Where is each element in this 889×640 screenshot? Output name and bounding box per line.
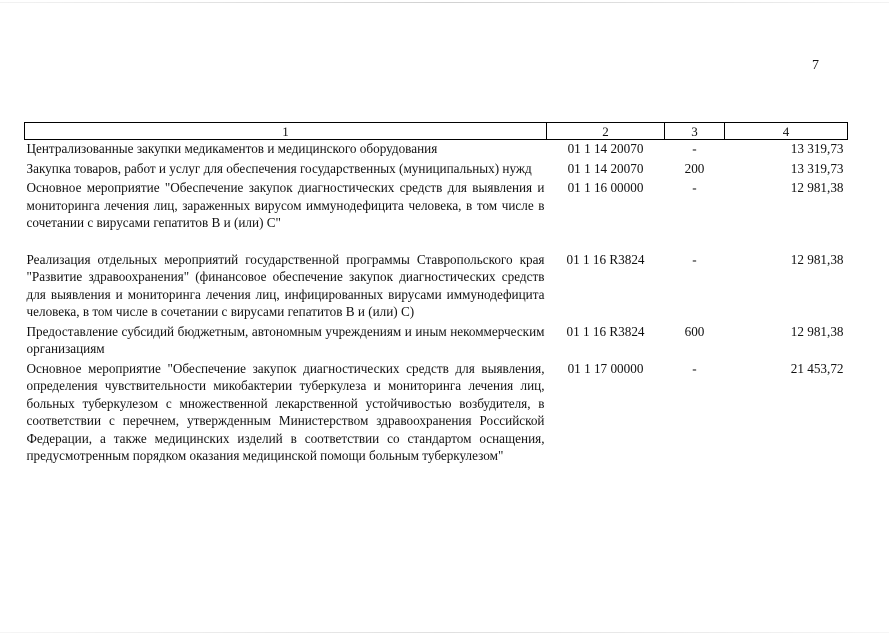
row-amount: 12 981,38 <box>790 251 844 267</box>
row-expense-type: 200 <box>684 160 705 176</box>
table-header-row <box>25 123 848 140</box>
row-code: 01 1 16 R3824 <box>566 323 645 339</box>
row-code: 01 1 16 00000 <box>567 180 644 195</box>
row-name: Закупка товаров, работ и услуг для обеспечения государственных (муниципальных) нужд <box>26 160 532 176</box>
budget-table <box>24 122 848 467</box>
row-expense-type: - <box>692 180 697 195</box>
header-col-1: 1 <box>25 123 547 140</box>
row-name: Централизованные закупки медикаментов и медицинского оборудования <box>26 141 438 156</box>
row-name: Основное мероприятие "Обеспечение закупок диагностических средств для выявления и мониторинга лечения лиц, зараженных вирусом иммунодефицита человека, в том числе в сочетании с вирусами гепатитов В и (или) С" <box>26 180 545 230</box>
header-col-4: 4 <box>725 123 848 140</box>
row-name: Основное мероприятие "Обеспечение закупок диагностических средств для выявления, определения чувствительности микобактерии туберкулеза и мониторинга лечения лиц, больных туберкулезом с множественной лекарственной устойчивостью возбудителя, в соответствии с перечнем, утвержденным Министерством здравоохранения Российской Федерации, а также медицинских изделий в соответствии со стандартом оснащения, предусмотренным порядком оказания медицинской помощи больным туберкулезом" <box>26 360 545 463</box>
row-code: 01 1 14 20070 <box>567 141 644 156</box>
row-amount: 21 453,72 <box>790 360 844 376</box>
table-row <box>25 160 848 180</box>
row-code: 01 1 16 R3824 <box>566 251 645 267</box>
row-name: Реализация отдельных мероприятий государственной программы Ставропольского края "Развитие здравоохранения" (финансовое обеспечение закупок диагностических средств для выявления и мониторинга лечения лиц, инфицированных вирусами иммунодефицита человека, в том числе в сочетании с вирусами гепатитов В и (или) С) <box>26 251 545 319</box>
row-expense-type: - <box>692 360 697 376</box>
page-number: 7 <box>812 58 819 73</box>
row-code: 01 1 17 00000 <box>567 360 644 376</box>
row-amount: 12 981,38 <box>790 323 844 339</box>
row-expense-type: - <box>692 251 697 267</box>
row-name: Предоставление субсидий бюджетным, автономным учреждениям и иным некоммерческим организациям <box>26 323 545 356</box>
row-expense-type: 600 <box>684 323 705 339</box>
scan-edge-top <box>0 2 889 3</box>
row-amount: 13 319,73 <box>790 141 844 156</box>
header-col-2: 2 <box>547 123 665 140</box>
table-row <box>25 140 848 160</box>
row-code: 01 1 14 20070 <box>567 160 644 176</box>
scan-edge-bottom <box>0 632 889 633</box>
row-amount: 12 981,38 <box>790 180 844 195</box>
table-row <box>25 323 848 360</box>
row-expense-type: - <box>692 141 697 156</box>
table-row <box>25 179 848 251</box>
header-col-3: 3 <box>665 123 725 140</box>
row-amount: 13 319,73 <box>790 160 844 176</box>
table-row <box>25 360 848 467</box>
table-row <box>25 251 848 323</box>
